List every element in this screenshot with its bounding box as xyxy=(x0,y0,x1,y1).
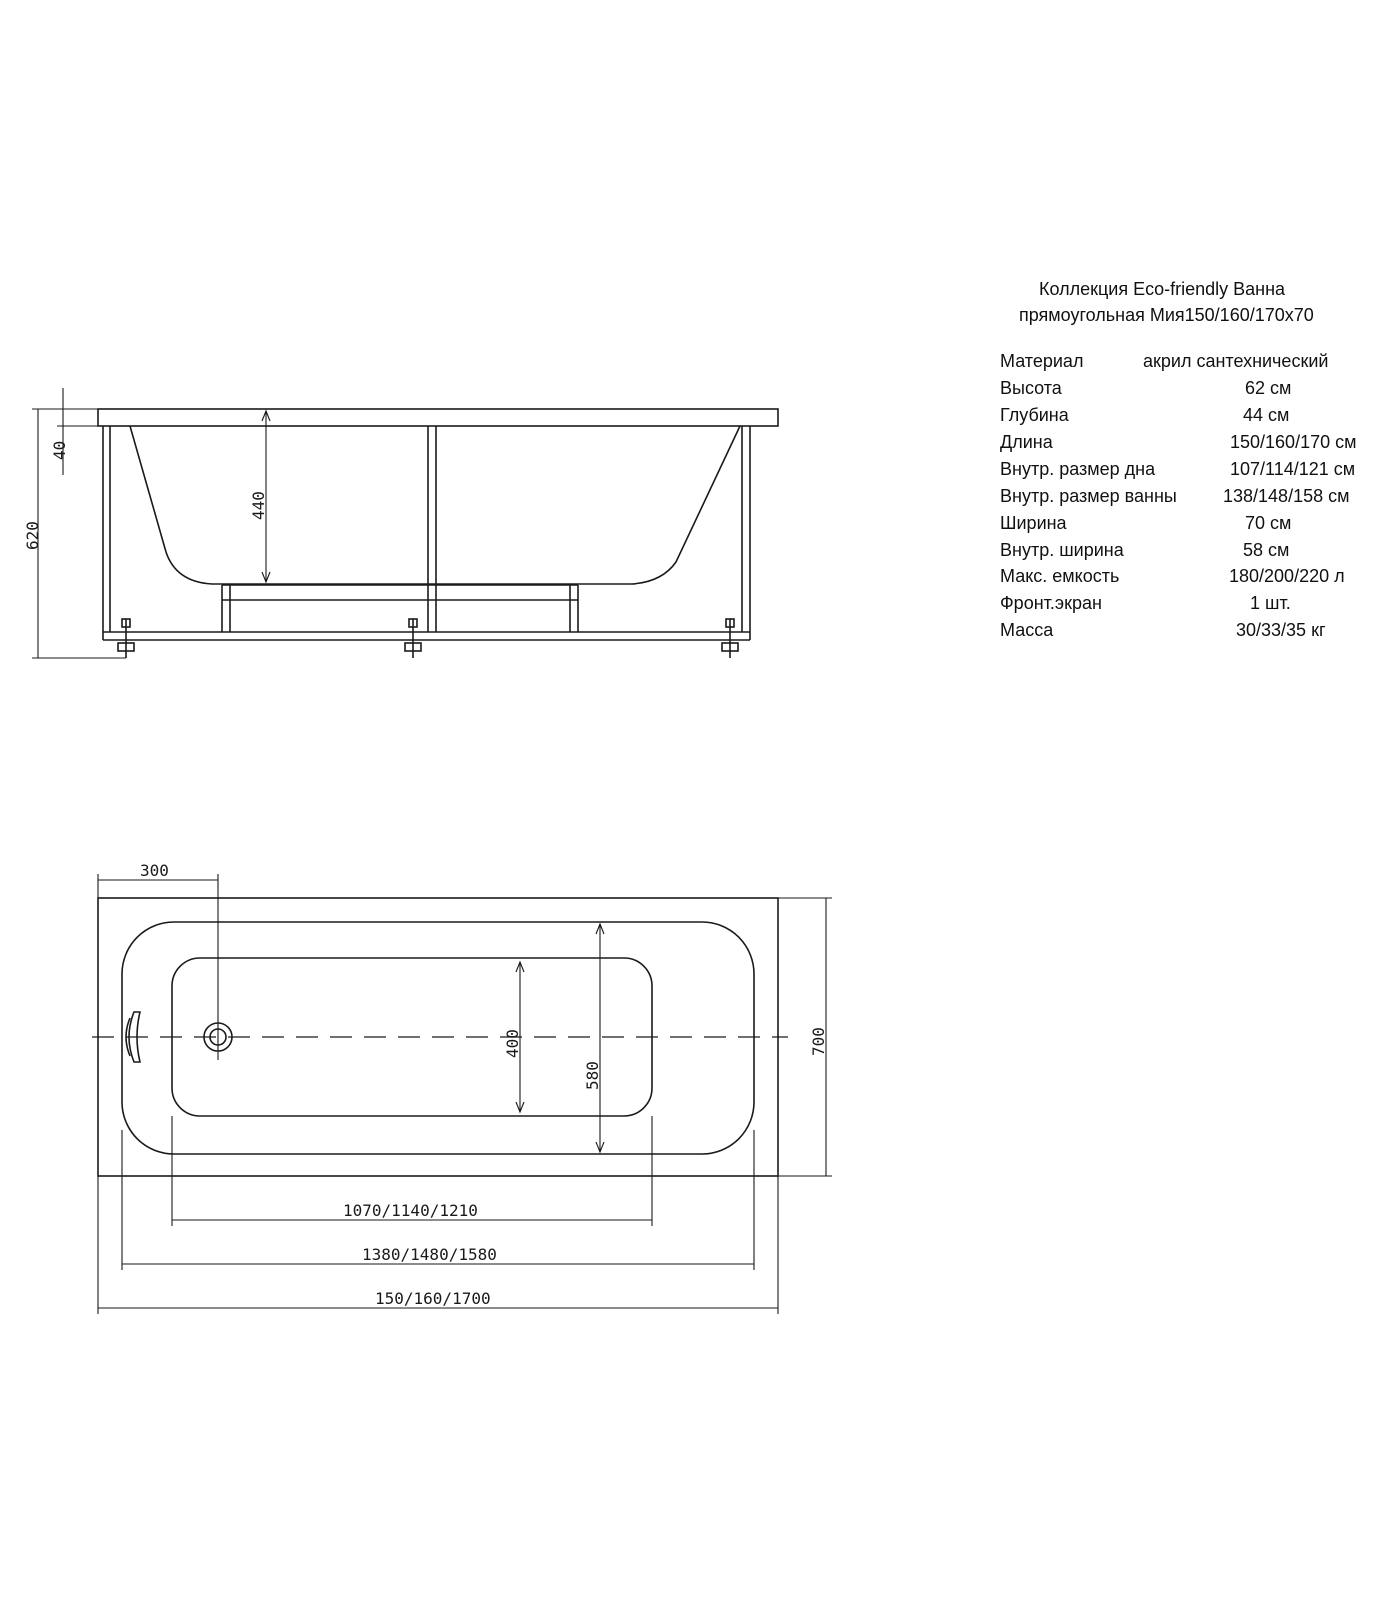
spec-value: 150/160/170 см xyxy=(1230,432,1357,452)
spec-value: акрил сантехнический xyxy=(1143,351,1329,371)
dim-height-label: 620 xyxy=(23,521,42,550)
product-title-line2: прямоугольная Мия150/160/170х70 xyxy=(1019,305,1314,325)
spec-value: 138/148/158 см xyxy=(1223,486,1350,506)
bath-body-outline xyxy=(130,426,740,584)
spec-value: 30/33/35 кг xyxy=(1236,620,1326,640)
spec-value: 44 см xyxy=(1243,405,1290,425)
spec-label: Внутр. размер ванны xyxy=(1000,486,1177,506)
spec-value: 107/114/121 см xyxy=(1230,459,1356,479)
top-view xyxy=(92,861,832,1314)
spec-label: Внутр. ширина xyxy=(1000,540,1124,560)
spec-value: 58 см xyxy=(1243,540,1290,560)
foot-center xyxy=(405,619,421,658)
dim-rim-label: 40 xyxy=(50,440,69,460)
dim-inner-width-label: 580 xyxy=(583,1061,602,1090)
spec-label: Масса xyxy=(1000,620,1054,640)
foot-left xyxy=(118,619,134,658)
spec-label: Макс. емкость xyxy=(1000,566,1120,586)
bath-inner-bowl xyxy=(122,922,754,1154)
bath-rim xyxy=(98,409,778,426)
dim-inner-length-label: 1380/1480/1580 xyxy=(362,1245,497,1264)
spec-value: 62 см xyxy=(1245,378,1292,398)
spec-value: 70 см xyxy=(1245,513,1292,533)
side-view xyxy=(23,388,778,658)
dim-bottom-width-label: 400 xyxy=(503,1029,522,1058)
spec-label: Материал xyxy=(1000,351,1084,371)
dim-depth-label: 440 xyxy=(249,491,268,520)
spec-label: Высота xyxy=(1000,378,1062,398)
spec-value: 1 шт. xyxy=(1250,593,1291,613)
dim-total-length-label: 150/160/1700 xyxy=(375,1289,491,1308)
dim-total-width-label: 700 xyxy=(809,1027,828,1056)
product-title-line1: Коллекция Eco-friendly Ванна xyxy=(1039,279,1286,299)
foot-right xyxy=(722,619,738,658)
spec-label: Фронт.экран xyxy=(1000,593,1102,613)
dim-drain-offset-label: 300 xyxy=(140,861,169,880)
spec-label: Внутр. размер дна xyxy=(1000,459,1156,479)
dim-bottom-length-label: 1070/1140/1210 xyxy=(343,1201,478,1220)
spec-label: Ширина xyxy=(1000,513,1067,533)
spec-value: 180/200/220 л xyxy=(1229,566,1345,586)
spec-label: Длина xyxy=(1000,432,1053,452)
spec-label: Глубина xyxy=(1000,405,1069,425)
